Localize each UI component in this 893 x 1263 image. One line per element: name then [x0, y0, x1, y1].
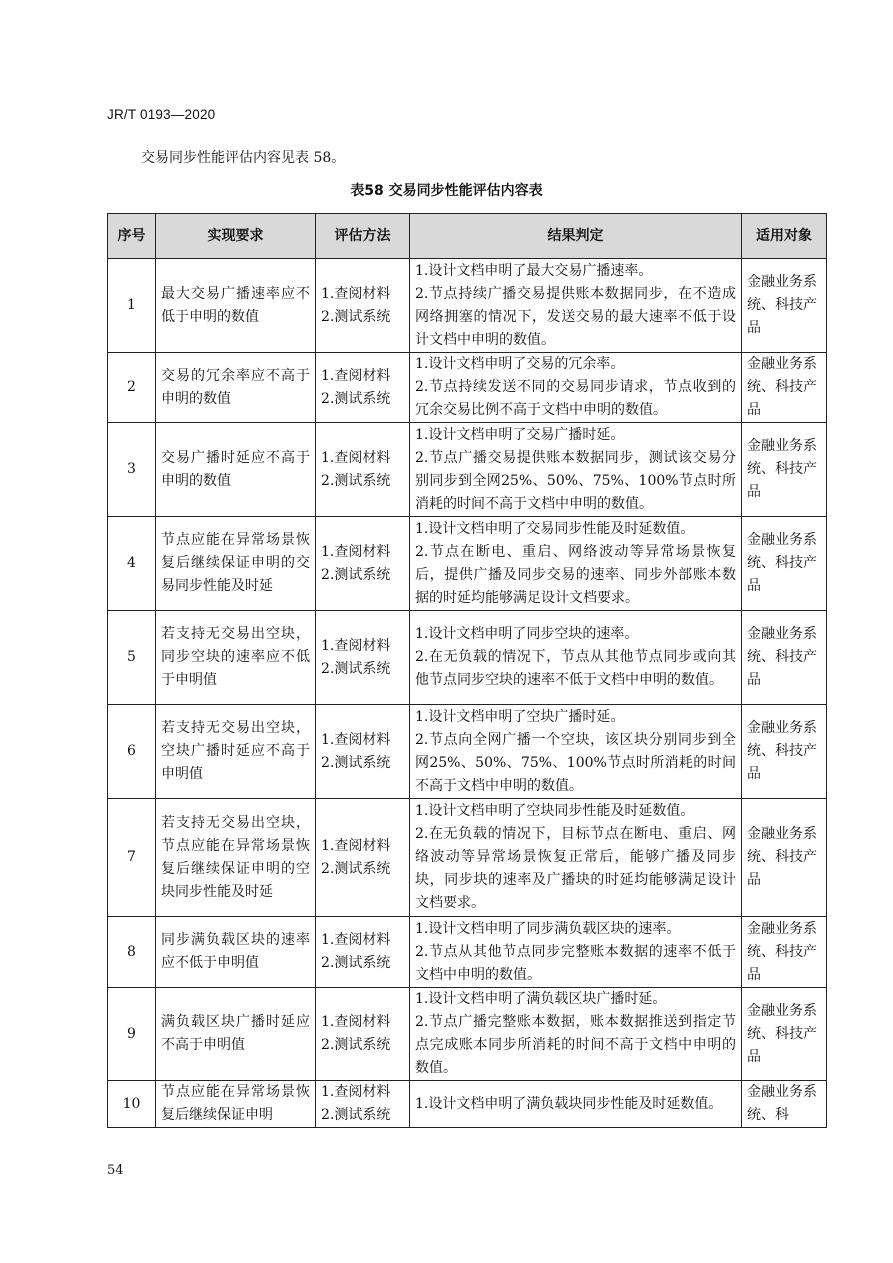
- requirement-cell: 最大交易广播速率应不低于申明的数值: [156, 259, 316, 353]
- header-method: 评估方法: [316, 214, 410, 259]
- method-item: 2.测试系统: [321, 1037, 391, 1053]
- method-item: 2.测试系统: [321, 660, 391, 677]
- evaluation-table: [107, 213, 827, 1128]
- row-number: 8: [108, 917, 156, 988]
- method-cell: [316, 705, 410, 799]
- table-row: [108, 611, 827, 705]
- method-item: 1.查阅材料: [321, 367, 391, 384]
- result-item: 2.节点广播完整账本数据，账本数据推送到指定节点完成账本同步所消耗的时间不高于文档中申明的数值。: [415, 1014, 736, 1076]
- requirement-cell: 交易的冗余率应不高于申明的数值: [156, 353, 316, 423]
- method-item: 1.查阅材料: [321, 932, 391, 948]
- target-cell: 金融业务系统、科技产品: [742, 988, 827, 1081]
- table-row: [108, 917, 827, 988]
- row-number: 1: [108, 259, 156, 353]
- target-cell: 金融业务系统、科技产品: [742, 259, 827, 353]
- table-row: [108, 799, 827, 917]
- result-cell: [410, 799, 742, 917]
- result-item: 1.设计文档申明了交易的冗余率。: [415, 356, 625, 372]
- method-item: 2.测试系统: [321, 390, 391, 407]
- method-item: 1.查阅材料: [321, 837, 391, 854]
- method-cell: [316, 988, 410, 1081]
- target-cell: 金融业务系统、科技产品: [742, 917, 827, 988]
- result-item: 2.节点在断电、重启、网络波动等异常场景恢复后，提供广播及同步交易的速率、同步外部账本数据的时延均能够满足设计文档要求。: [415, 543, 736, 606]
- method-cell: [316, 799, 410, 917]
- result-cell: [410, 353, 742, 423]
- row-number: 7: [108, 799, 156, 917]
- result-item: 2.在无负载的情况下，节点从其他节点同步或向其他节点同步空块的速率不低于文档中申明的数值。: [415, 649, 736, 688]
- method-cell: [316, 611, 410, 705]
- result-item: 2.节点广播交易提供账本数据同步，测试该交易分别同步到全网25%、50%、75%、100%节点时所消耗的时间不高于文档中申明的数值。: [415, 449, 736, 512]
- table-header-row: [108, 214, 827, 259]
- result-cell: [410, 259, 742, 353]
- header-requirement: 实现要求: [156, 214, 316, 259]
- result-item: 1.设计文档申明了最大交易广播速率。: [415, 262, 653, 279]
- table-row: [108, 353, 827, 423]
- result-item: 1.设计文档申明了空块同步性能及时延数值。: [415, 803, 695, 819]
- requirement-cell: 若支持无交易出空块，节点应能在异常场景恢复后继续保证申明的空块同步性能及时延: [156, 799, 316, 917]
- requirement-cell: 交易广播时延应不高于申明的数值: [156, 423, 316, 517]
- result-item: 1.设计文档申明了满负载区块广播时延。: [415, 991, 667, 1007]
- row-number: 3: [108, 423, 156, 517]
- result-item: 1.设计文档申明了空块广播时延。: [415, 708, 625, 725]
- page-number: 54: [107, 1163, 124, 1178]
- method-item: 1.查阅材料: [321, 543, 391, 560]
- method-item: 1.查阅材料: [321, 449, 391, 466]
- target-cell: 金融业务系统、科技产品: [742, 423, 827, 517]
- row-number: 10: [108, 1081, 156, 1128]
- table-row: [108, 1081, 827, 1128]
- result-cell: [410, 988, 742, 1081]
- target-cell: 金融业务系统、科: [742, 1081, 827, 1128]
- result-item: 2.节点持续广播交易提供账本数据同步，在不造成网络拥塞的情况下，发送交易的最大速率不低于设计文档中申明的数值。: [415, 285, 736, 348]
- header-target: 适用对象: [742, 214, 827, 259]
- result-cell: [410, 1081, 742, 1128]
- target-cell: 金融业务系统、科技产品: [742, 705, 827, 799]
- target-cell: 金融业务系统、科技产品: [742, 611, 827, 705]
- method-item: 2.测试系统: [321, 472, 391, 489]
- header-result: 结果判定: [410, 214, 742, 259]
- result-item: 1.设计文档申明了交易同步性能及时延数值。: [415, 520, 695, 537]
- table-body: [108, 259, 827, 1128]
- header-no: 序号: [108, 214, 156, 259]
- requirement-cell: 若支持无交易出空块，空块广播时延应不高于申明值: [156, 705, 316, 799]
- table-row: [108, 705, 827, 799]
- method-item: 2.测试系统: [321, 955, 391, 971]
- table-row: [108, 259, 827, 353]
- method-item: 2.测试系统: [321, 754, 391, 771]
- result-cell: [410, 705, 742, 799]
- requirement-cell: 节点应能在异常场景恢复后继续保证申明: [156, 1081, 316, 1128]
- method-item: 1.查阅材料: [321, 637, 391, 654]
- method-item: 1.查阅材料: [321, 1084, 391, 1100]
- table-title: 表58 交易同步性能评估内容表: [350, 183, 543, 199]
- target-cell: 金融业务系统、科技产品: [742, 353, 827, 423]
- row-number: 6: [108, 705, 156, 799]
- method-cell: [316, 259, 410, 353]
- result-item: 2.节点持续发送不同的交易同步请求，节点收到的冗余交易比例不高于文档中申明的数值。: [415, 379, 736, 418]
- requirement-cell: 同步满负载区块的速率应不低于申明值: [156, 917, 316, 988]
- method-item: 2.测试系统: [321, 860, 391, 877]
- method-item: 1.查阅材料: [321, 285, 391, 302]
- method-cell: [316, 917, 410, 988]
- method-item: 2.测试系统: [321, 566, 391, 583]
- result-item: 1.设计文档申明了同步满负载区块的速率。: [415, 920, 681, 937]
- target-cell: 金融业务系统、科技产品: [742, 799, 827, 917]
- method-item: 1.查阅材料: [321, 731, 391, 748]
- intro-paragraph: 交易同步性能评估内容见表 58。: [141, 150, 346, 166]
- document-code: JR/T 0193—2020: [107, 107, 216, 122]
- result-item: 2.在无负载的情况下，目标节点在断电、重启、网络波动等异常场景恢复正常后，能够广播及同步块，同步块的速率及广播块的时延均能够满足设计文档要求。: [415, 826, 736, 911]
- method-cell: [316, 1081, 410, 1128]
- target-cell: 金融业务系统、科技产品: [742, 517, 827, 611]
- result-item: 1.设计文档申明了同步空块的速率。: [415, 626, 639, 642]
- result-item: 1.设计文档申明了交易广播时延。: [415, 426, 625, 443]
- row-number: 5: [108, 611, 156, 705]
- method-item: 1.查阅材料: [321, 1014, 391, 1030]
- result-cell: [410, 517, 742, 611]
- result-cell: [410, 917, 742, 988]
- table-row: [108, 423, 827, 517]
- table-row: [108, 988, 827, 1081]
- table-row: [108, 517, 827, 611]
- method-item: 2.测试系统: [321, 1107, 391, 1123]
- requirement-cell: 满负载区块广播时延应不高于申明值: [156, 988, 316, 1081]
- row-number: 4: [108, 517, 156, 611]
- result-item: 2.节点向全网广播一个空块，该区块分别同步到全网25%、50%、75%、100%节点时所消耗的时间不高于文档中申明的数值。: [415, 731, 736, 794]
- method-cell: [316, 353, 410, 423]
- method-cell: [316, 517, 410, 611]
- method-item: 2.测试系统: [321, 308, 391, 325]
- requirement-cell: 若支持无交易出空块，同步空块的速率应不低于申明值: [156, 611, 316, 705]
- result-cell: [410, 423, 742, 517]
- row-number: 2: [108, 353, 156, 423]
- result-item: 1.设计文档申明了满负载块同步性能及时延数值。: [415, 1095, 723, 1112]
- row-number: 9: [108, 988, 156, 1081]
- result-cell: [410, 611, 742, 705]
- result-item: 2.节点从其他节点同步完整账本数据的速率不低于文档中申明的数值。: [415, 943, 736, 983]
- requirement-cell: 节点应能在异常场景恢复后继续保证申明的交易同步性能及时延: [156, 517, 316, 611]
- method-cell: [316, 423, 410, 517]
